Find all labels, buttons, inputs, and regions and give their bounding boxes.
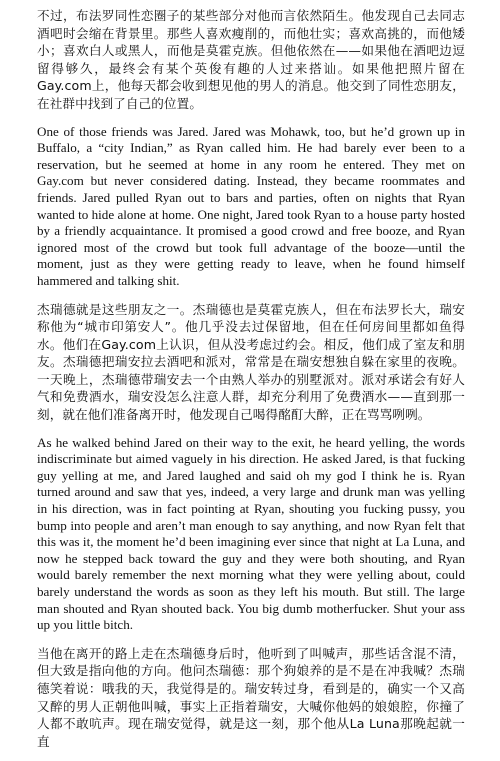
page-content [37,7,465,761]
paragraph-chinese-3: 当他在离开的路上走在杰瑞德身后时，他听到了叫喊声，那些话含混不清，但大致是指向他的方向。他问杰瑞德：那个狗娘养的是不是在冲我喊？杰瑞德笑着说：哦我的天，我觉得是的。瑞安转过身，看到是的，确实一个又高又醉的男人正朝他叫喊，事实上正指着瑞安，大喊你他妈的娘娘腔，你撞了人都不敢吭声。现在瑞安觉得，就是这一刻，那个他从La Luna那晚起就一直 [37,645,465,749]
paragraph-english-1: One of those friends was Jared. Jared was Mohawk, too, but he’d grown up in Buffalo, a “city Indian,” as Ryan called him. He had barely ever been to a reservation, but he seemed at home in any room he entered. They met on Gay.com but never considered dating. Instead, they became roommates and friends. Jared pulled Ryan out to bars and parties, often on nights that Ryan wanted to hide alone at home. One night, Jared took Ryan to a house party hosted by a friendly acquaintance. It promised a good crowd and free booze, and Ryan ignored most of the crowd but took full advantage of the booze—until the moment, just as they were getting ready to leave, when he found himself hammered and talking shit. [37,123,465,288]
paragraph-english-2: As he walked behind Jared on their way to the exit, he heard yelling, the words indiscriminate but aimed vaguely in his direction. He asked Jared, is that fucking guy yelling at me, and Jared laughed and said oh my god I think he is. Ryan turned around and saw that yes, indeed, a very large and drunk man was yelling in his direction, was in fact pointing at Ryan, shouting you fucking pussy, you bump into people and aren’t man enough to say anything, and now Ryan felt that this was it, the moment he’d been imagining ever since that night at La Luna, and now he stepped back toward the guy and they were both shouting, and Ryan would barely remember the next morning what they were yelling about, could barely understand the words as soon as they left his mouth. But still. The large man shouted and Ryan shouted back. You big dumb motherfucker. Shut your ass up you little bitch. [37,434,465,633]
paragraph-chinese-1: 不过，布法罗同性恋圈子的某些部分对他而言依然陌生。他发现自己去同志酒吧时会缩在背景里。那些人喜欢瘦削的，而他壮实；喜欢高挑的，而他矮小；喜欢白人或黑人，而他是莫霍克族。但他依然在——如果他在酒吧边逗留得够久，最终会有某个英俊有趣的人过来搭讪。如果他把照片留在Gay.com上，他每天都会收到想见他的男人的消息。他交到了同性恋朋友，在社群中找到了自己的位置。 [37,8,465,111]
paragraph-chinese-2: 杰瑞德就是这些朋友之一。杰瑞德也是莫霍克族人，但在布法罗长大，瑞安称他为“城市印第安人”。他几乎没去过保留地，但在任何房间里都如鱼得水。他们在Gay.com上认识，但从没考虑过约会。相反，他们成了室友和朋友。杰瑞德把瑞安拉去酒吧和派对，常常是在瑞安想独自躲在家里的夜晚。一天晚上，杰瑞德带瑞安去一个由熟人举办的别墅派对。派对承诺会有好人气和免费酒水，瑞安没怎么注意人群，却充分利用了免费酒水——直到那一刻，就在他们准备离开时，他发现自己喝得酩酊大醉，正在骂骂咧咧。 [37,301,465,423]
